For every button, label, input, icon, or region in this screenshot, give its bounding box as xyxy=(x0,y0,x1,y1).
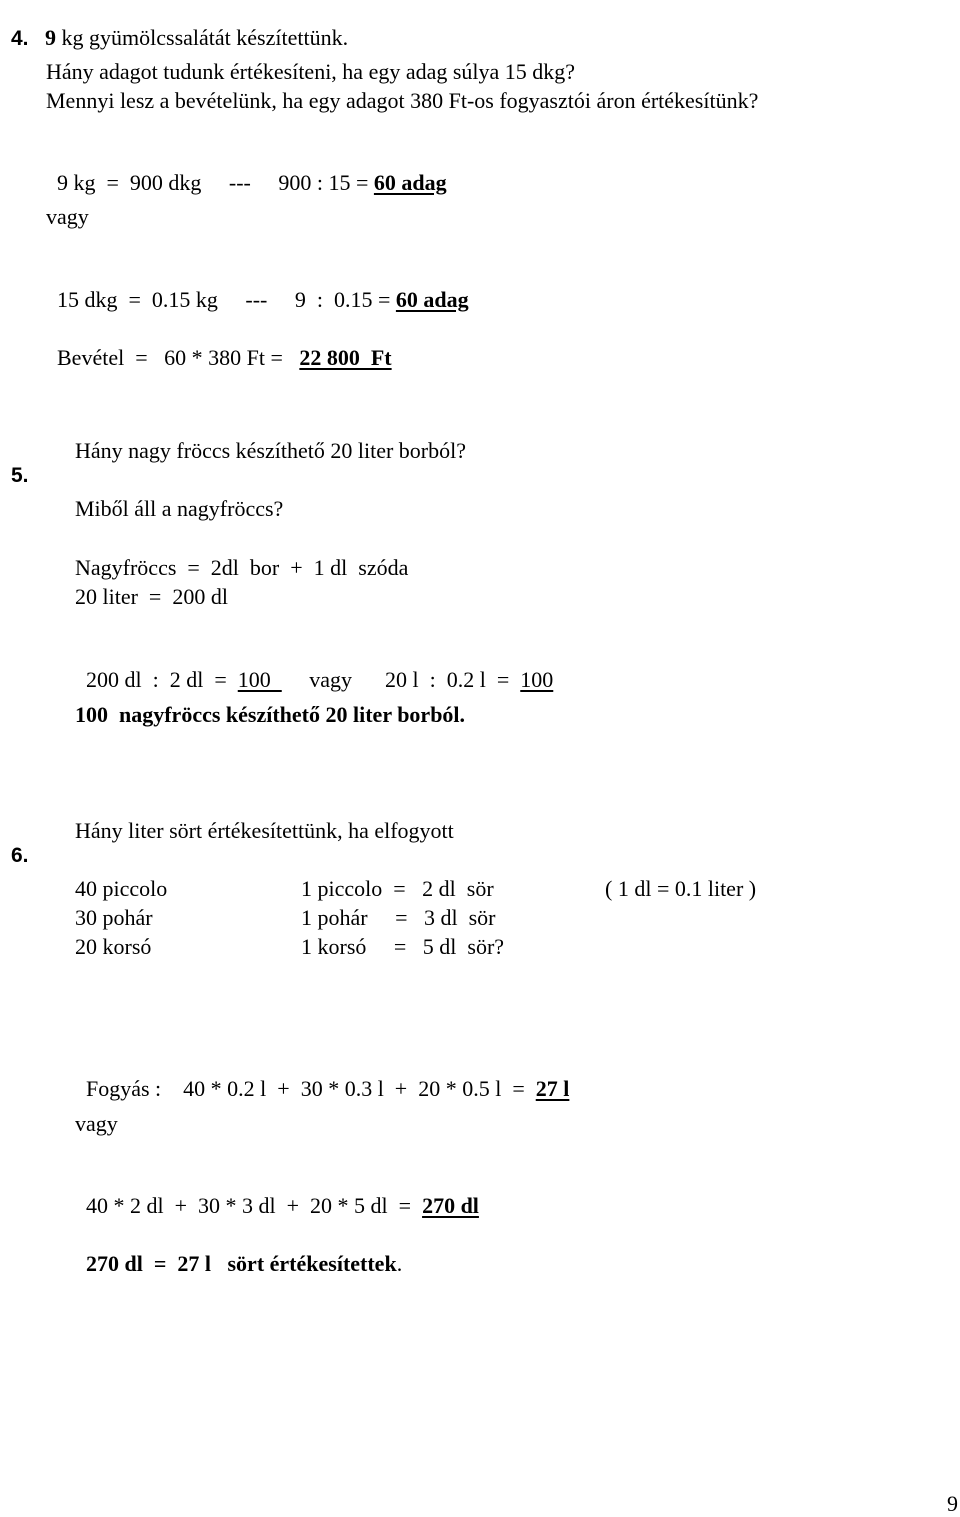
problem-5-heading xyxy=(0,439,29,488)
calc-result: 60 adag xyxy=(373,170,447,195)
calc-result: 270 dl xyxy=(422,1193,479,1218)
calc-expression: Bevétel = 60 * 380 Ft = xyxy=(57,345,300,370)
calc-expression: 15 dkg = 0.15 kg --- 9 : 0.15 = xyxy=(57,287,396,312)
problem-4-number: 4. xyxy=(11,27,29,50)
calc-result-alt: 100 xyxy=(520,667,554,692)
problem-6-heading xyxy=(0,819,29,868)
calc-result: 60 adag xyxy=(395,287,469,312)
calc-result: 100 xyxy=(237,667,282,692)
table-row-def: 1 korsó = 5 dl sör? xyxy=(301,934,505,959)
calc-result: 27 l xyxy=(535,1076,570,1101)
problem-4-heading xyxy=(0,2,348,51)
problem-4-title-bold: 9 xyxy=(45,25,57,50)
table-row-qty: 40 piccolo xyxy=(75,876,168,901)
problem-5-number: 5. xyxy=(11,464,29,487)
problem-5-subquestion: Miből áll a nagyfröccs? xyxy=(75,496,284,521)
page-number: 9 xyxy=(947,1491,958,1516)
table-row-def: 1 piccolo = 2 dl sör xyxy=(301,876,494,901)
calc-expression: 40 * 2 dl + 30 * 3 dl + 20 * 5 dl = xyxy=(86,1193,423,1218)
table-row-def: 1 pohár = 3 dl sör xyxy=(301,905,496,930)
table-row-qty: 20 korsó xyxy=(75,934,152,959)
problem-4-question-1: Hány adagot tudunk értékesíteni, ha egy adag súlya 15 dkg? xyxy=(46,59,576,84)
problem-4-calc-1 xyxy=(46,147,447,195)
calc-expression: Fogyás : 40 * 0.2 l + 30 * 0.3 l + 20 * 0.5 l = xyxy=(86,1076,536,1101)
problem-5-answer: 100 nagyfröccs készíthető 20 liter borból. xyxy=(75,702,466,727)
problem-4-or: vagy xyxy=(46,204,89,229)
answer-text: 270 dl = 27 l sört értékesítettek xyxy=(86,1251,397,1276)
problem-4-question-2: Mennyi lesz a bevételünk, ha egy adagot 380 Ft-os fogyasztói áron értékesítünk? xyxy=(46,88,759,113)
problem-6-or: vagy xyxy=(75,1111,118,1136)
problem-5-calc xyxy=(75,644,553,692)
problem-4-revenue xyxy=(46,322,392,370)
problem-5-question: Hány nagy fröccs készíthető 20 liter borból? xyxy=(75,438,466,463)
problem-6-question: Hány liter sört értékesítettünk, ha elfogyott xyxy=(75,818,454,843)
calc-expression-alt: vagy 20 l : 0.2 l = xyxy=(281,667,521,692)
problem-6-number: 6. xyxy=(11,844,29,867)
problem-6-calc-2 xyxy=(75,1170,479,1218)
problem-4-calc-2 xyxy=(46,264,469,312)
problem-5-definition-1: Nagyfröccs = 2dl bor + 1 dl szóda xyxy=(75,555,409,580)
table-row-qty: 30 pohár xyxy=(75,905,153,930)
problem-6-answer xyxy=(75,1228,402,1276)
problem-4-title: kg gyümölcssalátát készítettünk. xyxy=(56,25,349,50)
calc-expression: 9 kg = 900 dkg --- 900 : 15 = xyxy=(57,170,374,195)
calc-result: 22 800 Ft xyxy=(299,345,392,370)
calc-expression: 200 dl : 2 dl = xyxy=(86,667,238,692)
answer-period: . xyxy=(396,1251,403,1276)
problem-6-calc-1 xyxy=(75,1053,569,1101)
table-row-note: ( 1 dl = 0.1 liter ) xyxy=(605,876,757,901)
problem-5-definition-2: 20 liter = 200 dl xyxy=(75,584,228,609)
